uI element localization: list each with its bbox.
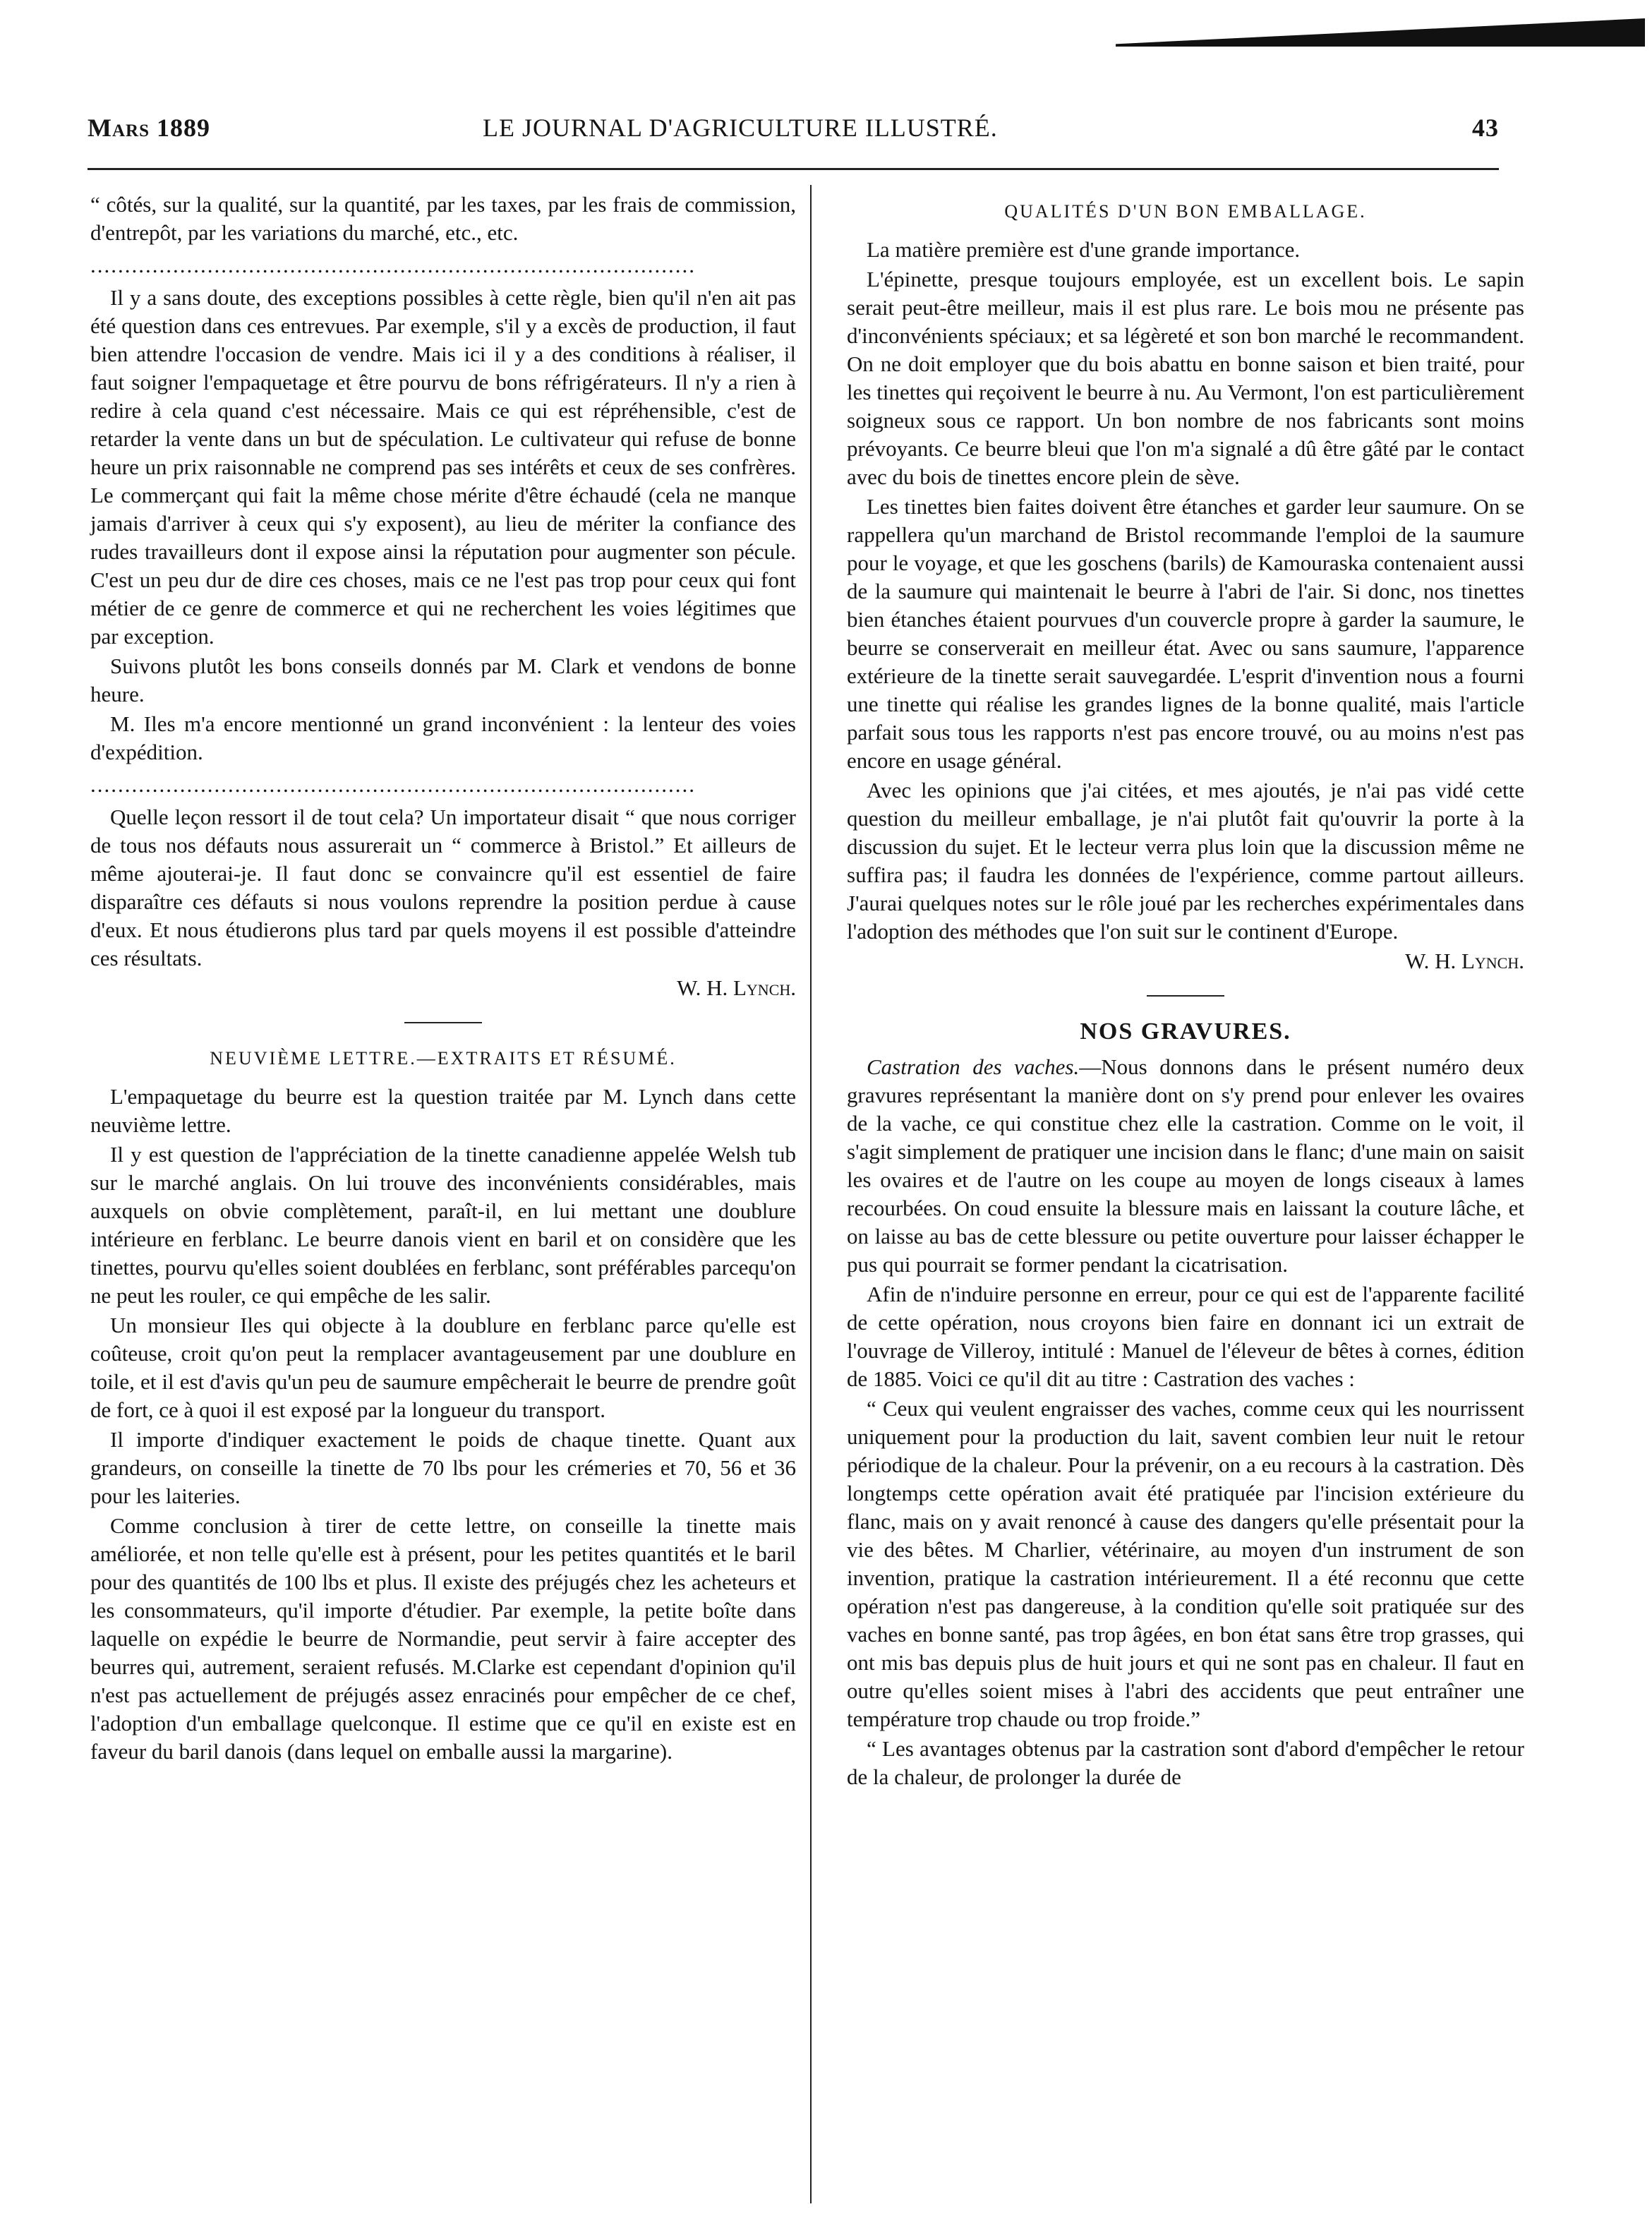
paragraph: M. Iles m'a encore mentionné un grand inconvénient : la lenteur des voies d'expédition.	[90, 711, 796, 764]
ellipsis-divider: ........................................................................................	[90, 772, 696, 797]
section-rule	[404, 1022, 482, 1023]
paragraph: Quelle leçon ressort il de tout cela? Un importateur disait “ que nous corriger de tous nos défauts nous assurerait un “ commerce à Bristol.” Et ailleurs de même ajouterai-je. Il faut donc se convaincre qu'il est essentiel de faire disparaître ces défauts si nous voulons reprendre la position perdue à cause d'eux. Et nous étudierons plus tard par quels moyens il est possible d'atteindre ces résultats.	[90, 805, 796, 970]
italic-lead: Castration des vaches.	[867, 1054, 1080, 1079]
paragraph: “ côtés, sur la qualité, sur la quantité, par les taxes, par les frais de commission, d'entrepôt, par les variations du marché, etc., etc.	[90, 192, 796, 245]
section-heading: NOS GRAVURES.	[1080, 1018, 1291, 1045]
paragraph: Il importe d'indiquer exactement le poids de chaque tinette. Quant aux grandeurs, on conseille la tinette de 70 lbs pour les crémeries et 70, 56 et 36 pour les laiteries.	[90, 1427, 796, 1508]
paragraph-text: —Nous donnons dans le présent numéro deux gravures représentant la manière dont on s'y prend pour enlever les ovaires de la vache, ce qui constitue chez elle la castration. Comme on le voit, il s'agit simplement de pratiquer une incision dans le flanc; d'une main on saisit les ovaires et de l'autre on les coupe au moyen de longs ciseaux à lames recourbées. On coud ensuite la blessure mais en laissant la couture lâche, et on laisse au bas de cette blessure ou petite ouverture pour laisser échapper le pus qui pourrait se former pendant la cicatrisation.	[847, 1054, 1524, 1277]
paragraph	[847, 1053, 1524, 1279]
page-number: 43	[1472, 114, 1499, 142]
page-header	[88, 113, 1499, 155]
paragraph: Suivons plutôt les bons conseils donnés par M. Clark et vendons de bonne heure.	[90, 654, 796, 706]
signature: W. H. Lynch.	[677, 975, 796, 1000]
column-divider	[810, 185, 812, 2203]
section-rule	[1147, 995, 1224, 997]
paragraph: Les tinettes bien faites doivent être étanches et garder leur saumure. On se rappellera qu'un marchand de Bristol recommande l'emploi de la saumure pour le voyage, et que les goschens (barils) de Kamouraska contenaient aussi de la saumure qui maintenait le beurre à l'abri de l'air. Si donc, nos tinettes bien étanches étaient pourvues d'un couvercle propre à garder la saumure, le beurre se conserverait en meilleur état. Avec ou sans saumure, l'apparence extérieure de la tinette serait sauvegardée. L'esprit d'invention nous a fourni une tinette qui réalise les grandes lignes de la bonne qualité, mais l'article parfait sous tous les rapports n'est pas encore trouvé, ou au moins n'est pas encore en usage général.	[847, 494, 1524, 773]
signature: W. H. Lynch.	[1405, 949, 1524, 973]
paragraph: “ Ceux qui veulent engraisser des vaches, comme ceux qui les nourrissent uniquement pour la production du lait, savent combien leur nuit le retour périodique de la chaleur. Pour la prévenir, on a eu recours à la castration. Dès longtemps cette opération avait été pratiquée par l'incision extérieure du flanc, mais on y avait renoncé à cause des dangers qu'elle présentait pour la vie des bêtes. M Charlier, vétérinaire, au moyen d'un instrument de son invention, pratique la castration intérieurement. Il a été reconnu que cette opération n'est pas dangereuse, à la condition qu'elle soit pratiquée sur des vaches en bonne santé, pas trop âgées, en bon état sans être trop grasses, qui ont mis bas depuis plus de huit jours et qui ne sont pas en chaleur. Il faut en outre qu'elles soient mises à l'abri des accidents que peut entraîner une température trop chaude ou trop froide.”	[847, 1396, 1524, 1731]
paragraph: L'empaquetage du beurre est la question traitée par M. Lynch dans cette neuvième lettre.	[90, 1084, 796, 1137]
section-subhead: QUALITÉS D'UN BON EMBALLAGE.	[1004, 201, 1367, 222]
paragraph: Avec les opinions que j'ai citées, et mes ajoutés, je n'ai pas vidé cette question du meilleur emballage, je n'ai plutôt fait qu'ouvrir la porte à la discussion du sujet. Et le lecteur verra plus loin que la discussion même ne suffira pas; il faudra les données de l'expérience, comme partout ailleurs. J'aurai quelques notes sur le rôle joué par les recherches expérimentales dans l'adoption des méthodes que l'on suit sur le continent d'Europe.	[847, 778, 1524, 944]
paragraph: Comme conclusion à tirer de cette lettre, on conseille la tinette mais améliorée, et non telle qu'elle est à présent, pour les petites quantités et le baril pour des quantités de 100 lbs et plus. Il existe des préjugés chez les acheteurs et les consommateurs, qu'il importe d'étudier. Par exemple, la petite boîte dans laquelle on expédie le beurre de Normandie, peut servir à faire accepter des beurres qui, autrement, seraient refusés. M.Clarke est cependant d'opinion qu'il n'est pas actuellement de préjugés assez enracinés pour empêcher de ce chef, l'adoption d'un emballage quelconque. Il estime que ce qu'il en existe est en faveur du baril danois (dans lequel on emballe aussi la margarine).	[90, 1513, 796, 1764]
left-column	[90, 191, 796, 1767]
paragraph: Afin de n'induire personne en erreur, pour ce qui est de l'apparente facilité de cette opération, nous croyons bien faire en donnant ici un extrait de l'ouvrage de Villeroy, intitulé : Manuel de l'éleveur de bêtes à cornes, édition de 1885. Voici ce qu'il dit au titre : Castration des vaches :	[847, 1282, 1524, 1391]
journal-title: LE JOURNAL D'AGRICULTURE ILLUSTRÉ.	[483, 114, 998, 142]
paragraph: La matière première est d'une grande importance.	[867, 237, 1301, 262]
section-subhead: NEUVIÈME LETTRE.—EXTRAITS ET RÉSUMÉ.	[210, 1048, 677, 1069]
paragraph: L'épinette, presque toujours employée, est un excellent bois. Le sapin serait peut-être meilleur, mais il est plus rare. Le bois mou ne présente pas d'inconvénients spéciaux; et sa légèreté et son bon marché le recommandent. On ne doit employer que du bois abattu en bonne saison et bien traité, pour les tinettes qui reçoivent le beurre à nu. Au Vermont, l'on est particulièrement soigneux sous ce rapport. Un bon nombre de nos fabricants sont moins prévoyants. Ce beurre bleui que l'on m'a signalé a dû être gâté par le contact avec du bois de tinettes encore plein de sève.	[847, 267, 1524, 489]
paragraph: Un monsieur Iles qui objecte à la doublure en ferblanc parce qu'elle est coûteuse, croit qu'on peut la remplacer avantageusement par une doublure en toile, et il est d'avis qu'un peu de saumure empêcherait le beurre de prendre goût de fort, ce à quoi il est exposé par la longueur du transport.	[90, 1313, 796, 1422]
paragraph: Il y est question de l'appréciation de la tinette canadienne appelée Welsh tub sur le marché anglais. On lui trouve des inconvénients considérables, mais auxquels on obvie complètement, paraît-il, en lui mettant une doublure intérieure en ferblanc. Le beurre danois vient en baril et on considère que les tinettes, pourvu qu'elles soient doublées en ferblanc, sont préférables parcequ'on ne peut les rouler, ce qui empêche de les salir.	[90, 1142, 796, 1308]
right-column	[847, 191, 1524, 1793]
ellipsis-divider: ........................................................................................	[90, 253, 696, 277]
paragraph: “ Les avantages obtenus par la castration sont d'abord d'empêcher le retour de la chaleur, de prolonger la durée de	[847, 1736, 1524, 1789]
issue-date: Mars 1889	[88, 114, 210, 142]
top-ink-bar	[1116, 0, 1652, 49]
paragraph: Il y a sans doute, des exceptions possibles à cette règle, bien qu'il n'en ait pas été question dans ces entrevues. Par exemple, s'il y a excès de production, il faut bien attendre l'occasion de vendre. Mais ici il y a des conditions à réaliser, il faut soigner l'empaquetage et être pourvu de bons réfrigérateurs. Il n'y a rien à redire à cela quand c'est nécessaire. Mais ce qui est répréhensible, c'est de retarder la vente dans un but de spéculation. Le cultivateur qui refuse de bonne heure un prix raisonnable ne comprend pas ses intérêts et ceux de ses confrères. Le commerçant qui fait la même chose mérite d'être échaudé (cela ne manque jamais d'arriver à ceux qui s'y exposent), au lieu de mériter la confiance des rudes travailleurs dont il expose ainsi la réputation pour augmenter son pécule. C'est un peu dur de dire ces choses, mais ce ne l'est pas trop pour ceux qui font métier de ce genre de commerce et qui ne recherchent les voies légitimes que par exception.	[90, 285, 796, 649]
header-rule	[88, 168, 1499, 170]
